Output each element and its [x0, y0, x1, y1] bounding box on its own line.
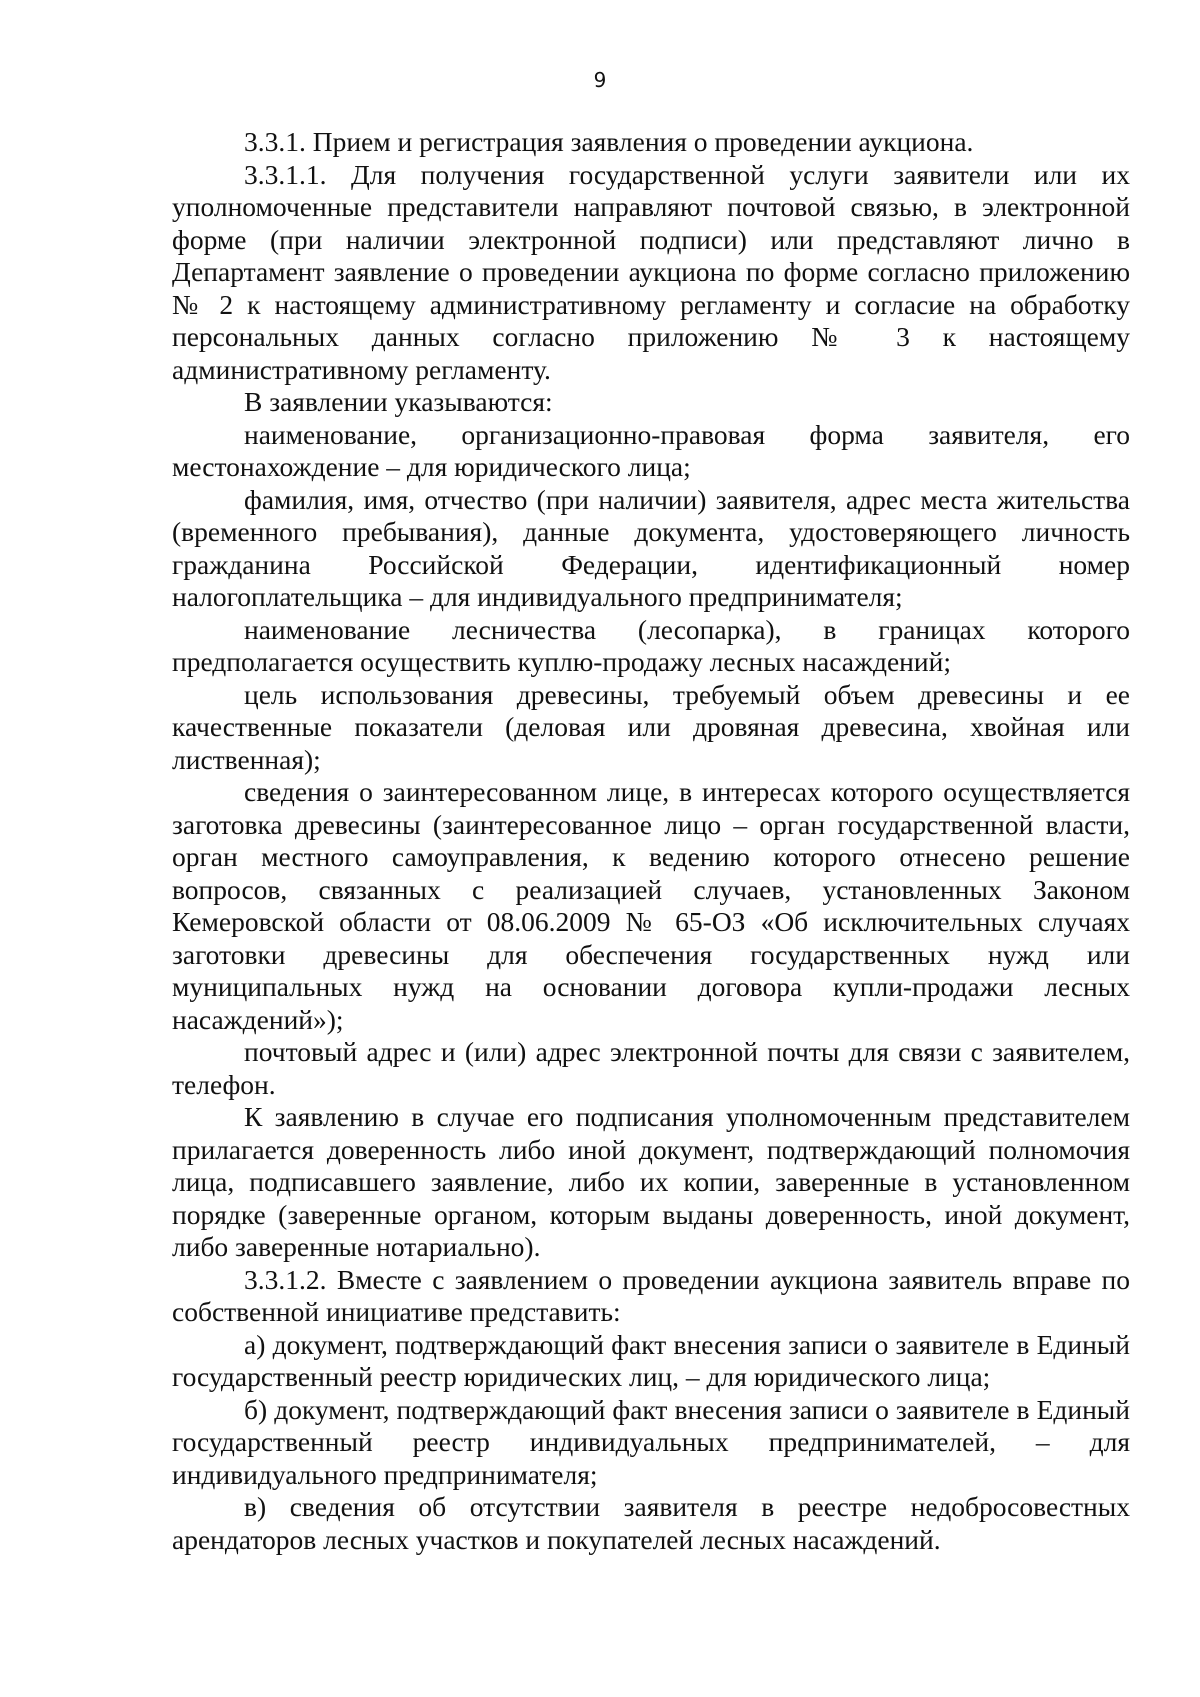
paragraph-section-3-3-1-1: 3.3.1.1. Для получения государственной услуги заявители или их уполномоченные представители направляют почтовой связью, в электронной форме (при наличии электронной подписи) или представляют лично в Департамент заявление о проведении аукциона по форме согласно приложению № 2 к настоящему административному регламенту и согласие на обработку персональных данных согласно приложению № 3 к настоящему административному регламенту. [172, 158, 1130, 385]
paragraph-legal-entity-name: наименование, организационно-правовая форма заявителя, его местонахождение – для юридического лица; [172, 418, 1130, 482]
paragraph-item-b: б) документ, подтверждающий факт внесения записи о заявителе в Единый государственный реестр индивидуальных предпринимателей, – для индивидуального предпринимателя; [172, 1393, 1130, 1490]
paragraph-entrepreneur-details: фамилия, имя, отчество (при наличии) заявителя, адрес места жительства (временного пребывания), данные документа, удостоверяющего личность гражданина Российской Федерации, идентификационный номер налогоплательщика – для индивидуального предпринимателя; [172, 483, 1130, 612]
paragraph-interested-party: сведения о заинтересованном лице, в интересах которого осуществляется заготовка древесины (заинтересованное лицо – орган государственной власти, орган местного самоуправления, к ведению которого отнесено решение вопросов, связанных с реализацией случаев, установленных Законом Кемеровской области от 08.06.2009 № 65-ОЗ «Об исключительных случаях заготовки древесины для обеспечения государственных нужд или муниципальных нужд на основании договора купли-продажи лесных насаждений»); [172, 776, 1130, 1035]
paragraph-timber-purpose: цель использования древесины, требуемый объем древесины и ее качественные показатели (деловая или дровяная древесина, хвойная или лиственная); [172, 678, 1130, 775]
paragraph-contact-address: почтовый адрес и (или) адрес электронной почты для связи с заявителем, телефон. [172, 1036, 1130, 1100]
document-body [172, 126, 1130, 1556]
paragraph-item-a: а) документ, подтверждающий факт внесения записи о заявителе в Единый государственный реестр юридических лиц, – для юридического лица; [172, 1328, 1130, 1392]
paragraph-application-contents-intro: В заявлении указываются: [244, 386, 553, 417]
paragraph-section-3-3-1: 3.3.1. Прием и регистрация заявления о проведении аукциона. [244, 126, 974, 157]
paragraph-section-3-3-1-2: 3.3.1.2. Вместе с заявлением о проведении аукциона заявитель вправе по собственной инициативе представить: [172, 1263, 1130, 1327]
paragraph-power-of-attorney: К заявлению в случае его подписания уполномоченным представителем прилагается доверенность либо иной документ, подтверждающий полномочия лица, подписавшего заявление, либо их копии, заверенные в установленном порядке (заверенные органом, которым выданы доверенность, иной документ, либо заверенные нотариально). [172, 1101, 1130, 1262]
paragraph-forestry-name: наименование лесничества (лесопарка), в границах которого предполагается осуществить куплю-продажу лесных насаждений; [172, 613, 1130, 677]
page-number: 9 [593, 68, 607, 92]
paragraph-item-v: в) сведения об отсутствии заявителя в реестре недобросовестных арендаторов лесных участков и покупателей лесных насаждений. [172, 1491, 1130, 1555]
